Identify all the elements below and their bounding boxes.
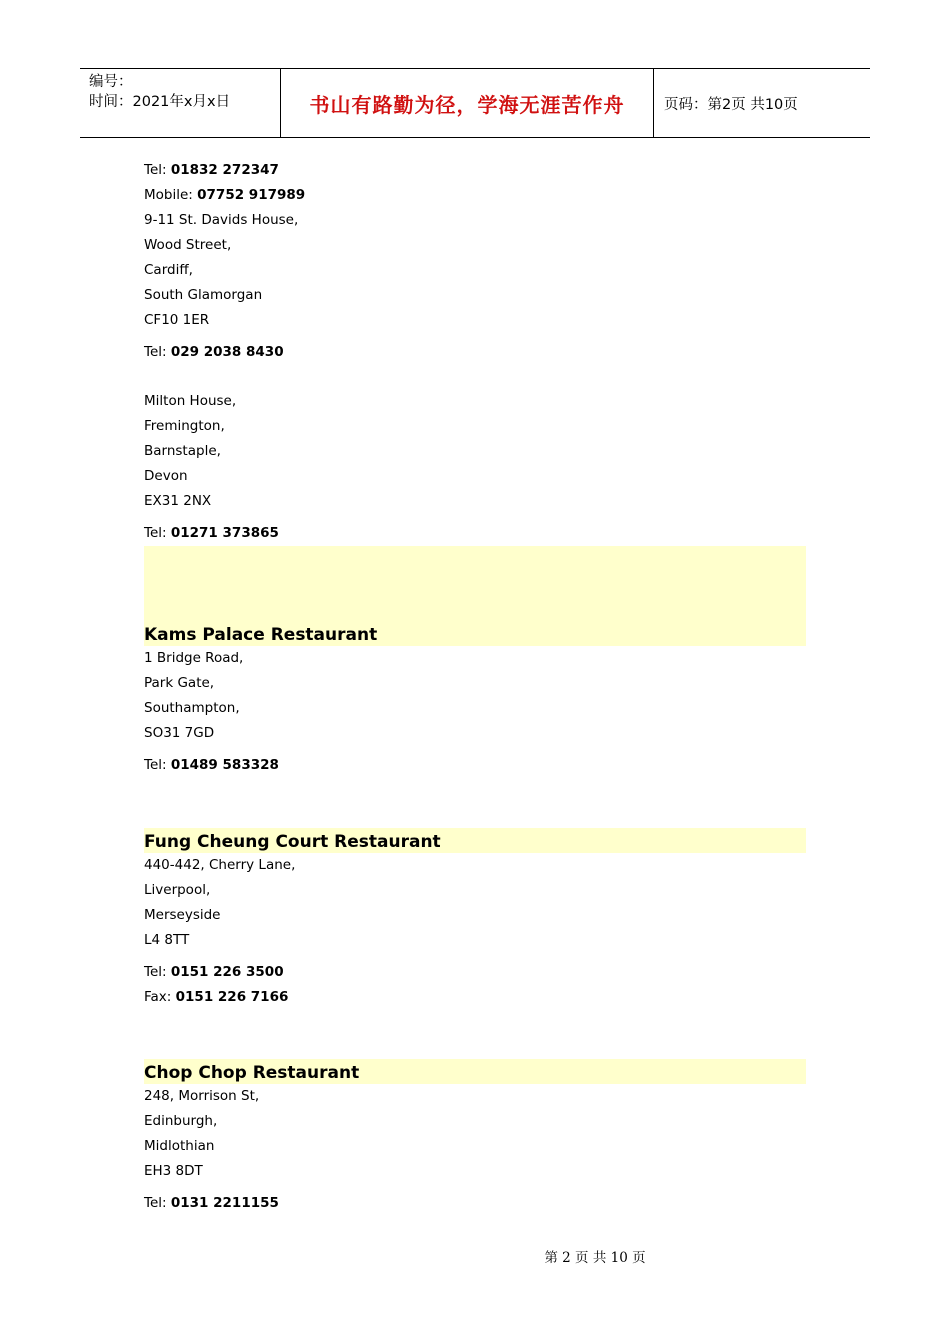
- address-line: EX31 2NX: [144, 493, 212, 509]
- tel-line: Tel: 0131 2211155: [144, 1195, 279, 1211]
- tel-line: Tel: 01489 583328: [144, 757, 279, 773]
- address-line: 440-442, Cherry Lane,: [144, 857, 296, 873]
- tel-line: Tel: 0151 226 3500: [144, 964, 284, 980]
- address-line: Devon: [144, 468, 188, 484]
- address-line: Milton House,: [144, 393, 237, 409]
- header-meta: [80, 69, 281, 137]
- address-block-milton: [144, 389, 806, 546]
- address-line: Liverpool,: [144, 882, 211, 898]
- address-line: Wood Street,: [144, 237, 232, 253]
- address-line: Merseyside: [144, 907, 221, 923]
- address-line: Southampton,: [144, 700, 240, 716]
- fax-line: Fax: 0151 226 7166: [144, 989, 289, 1005]
- tel-line: Tel: 01832 272347: [144, 162, 279, 178]
- page-header: [80, 68, 870, 138]
- tel-line: Tel: 01271 373865: [144, 525, 279, 541]
- address-line: Cardiff,: [144, 262, 193, 278]
- address-line: L4 8TT: [144, 932, 190, 948]
- page-footer: 第 2 页 共 10 页: [544, 1250, 646, 1266]
- address-line: Park Gate,: [144, 675, 215, 691]
- restaurant-fung-cheung: [144, 828, 806, 1010]
- address-line: 9-11 St. Davids House,: [144, 212, 299, 228]
- address-line: Fremington,: [144, 418, 225, 434]
- address-line: CF10 1ER: [144, 312, 210, 328]
- restaurant-title: Fung Cheung Court Restaurant: [144, 828, 806, 853]
- restaurant-chop-chop: [144, 1059, 806, 1216]
- listing-content: [144, 158, 806, 1216]
- restaurant-title: Kams Palace Restaurant: [144, 546, 806, 646]
- address-line: SO31 7GD: [144, 725, 215, 741]
- restaurant-title: Chop Chop Restaurant: [144, 1059, 806, 1084]
- mobile-line: Mobile: 07752 917989: [144, 187, 306, 203]
- address-line: Midlothian: [144, 1138, 215, 1154]
- header-motto-cell: [281, 69, 654, 137]
- address-line: 1 Bridge Road,: [144, 650, 244, 666]
- header-page-cell: [654, 69, 870, 137]
- address-line: South Glamorgan: [144, 287, 263, 303]
- number-label: 编号：: [89, 74, 133, 90]
- tel-line: Tel: 029 2038 8430: [144, 344, 284, 360]
- address-line: Barnstaple,: [144, 443, 221, 459]
- address-line: 248, Morrison St,: [144, 1088, 260, 1104]
- header-motto: 书山有路勤为径，学海无涯苦作舟: [309, 92, 625, 117]
- address-line: EH3 8DT: [144, 1163, 203, 1179]
- header-page-label: 页码：第2页 共10页: [664, 96, 798, 113]
- address-block-cardiff: [144, 208, 806, 365]
- address-line: Edinburgh,: [144, 1113, 218, 1129]
- restaurant-kams: [144, 546, 806, 778]
- time-label: 时间：2021年x月x日: [89, 94, 231, 110]
